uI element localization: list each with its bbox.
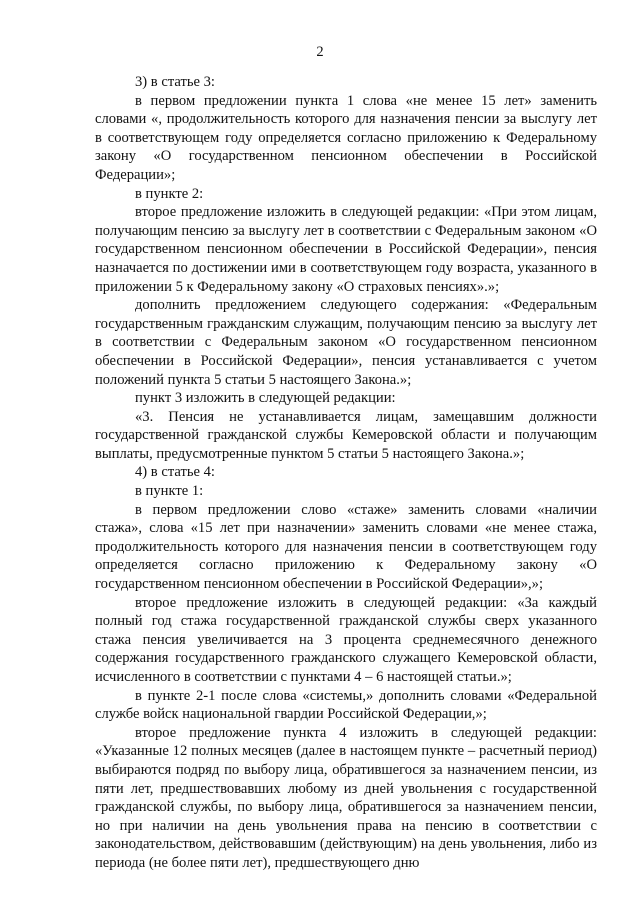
- paragraph-7: «3. Пенсия не устанавливается лицам, замещавшим должности государственной гражданской службы Кемеровской области и получающим выплаты, предусмотренные пунктом 5 статьи 5 настоящего Закона.»;: [95, 408, 597, 462]
- paragraph-4: второе предложение изложить в следующей редакции: «При этом лицам, получающим пенсию за выслугу лет в соответствии с Федеральным законом «О государственном пенсионном обеспечении в Российской Федерации», пенсия назначается по достижении ими в соответствующем году возраста, указанного в приложении 5 к Федеральному закону «О страховых пенсиях».»;: [95, 204, 597, 295]
- paragraph-5: дополнить предложением следующего содержания: «Федеральным государственным гражданским служащим, получающим пенсию за выслугу лет в соответствии с Федеральным законом «О государственном пенсионном обеспечении в Российской Федерации», пенсия устанавливается с учетом положений пункта 5 статьи 5 настоящего Закона.»;: [95, 297, 597, 388]
- paragraph-1: 3) в статье 3:: [135, 74, 215, 90]
- paragraph-9: в пункте 1:: [135, 483, 204, 500]
- paragraph-3: в пункте 2:: [135, 185, 204, 202]
- document-body: [95, 73, 597, 873]
- paragraph-12: в пункте 2-1 после слова «системы,» дополнить словами «Федеральной службе войск национальной гвардии Российской Федерации,»;: [95, 687, 597, 723]
- paragraph-6: пункт 3 изложить в следующей редакции:: [135, 390, 396, 407]
- paragraph-11: второе предложение изложить в следующей редакции: «За каждый полный год стажа государственной гражданской службы сверх указанного стажа пенсия увеличивается на 3 процента среднемесячного денежного содержания государственного гражданского служащего Кемеровской области, исчисленного в соответствии с пунктами 4 – 6 настоящей статьи.»;: [95, 594, 597, 685]
- paragraph-10: в первом предложении слово «стаже» заменить словами «наличии стажа», слова «15 лет при назначении» заменить словами «не менее стажа, продолжительность которого для назначения пенсии в соответствующем году определяется согласно приложению к Федеральному закону «О государственном пенсионном обеспечении в Российской Федерации»,»;: [95, 501, 597, 593]
- page-number: 2: [316, 44, 324, 60]
- paragraph-8: 4) в статье 4:: [135, 464, 215, 481]
- paragraph-2: в первом предложении пункта 1 слова «не менее 15 лет» заменить словами «, продолжительность которого для назначения пенсии за выслугу лет в соответствующем году определяется согласно приложению к Федеральному закону «О государственном пенсионном обеспечении в Российской Федерации»;: [95, 92, 597, 183]
- paragraph-13: второе предложение пункта 4 изложить в следующей редакции: «Указанные 12 полных месяцев (далее в настоящем пункте – расчетный период) выбираются подряд по выбору лица, обратившегося за назначением пенсии, из пяти лет, предшествовавших любому из дней увольнения с государственной гражданской службы, по выбору лица, обратившегося за назначением пенсии, но при наличии на день увольнения права на пенсию в соответствии с законодательством, действовавшим (действующим) на день увольнения, либо из периода (не более пяти лет), предшествующего дню: [95, 724, 597, 871]
